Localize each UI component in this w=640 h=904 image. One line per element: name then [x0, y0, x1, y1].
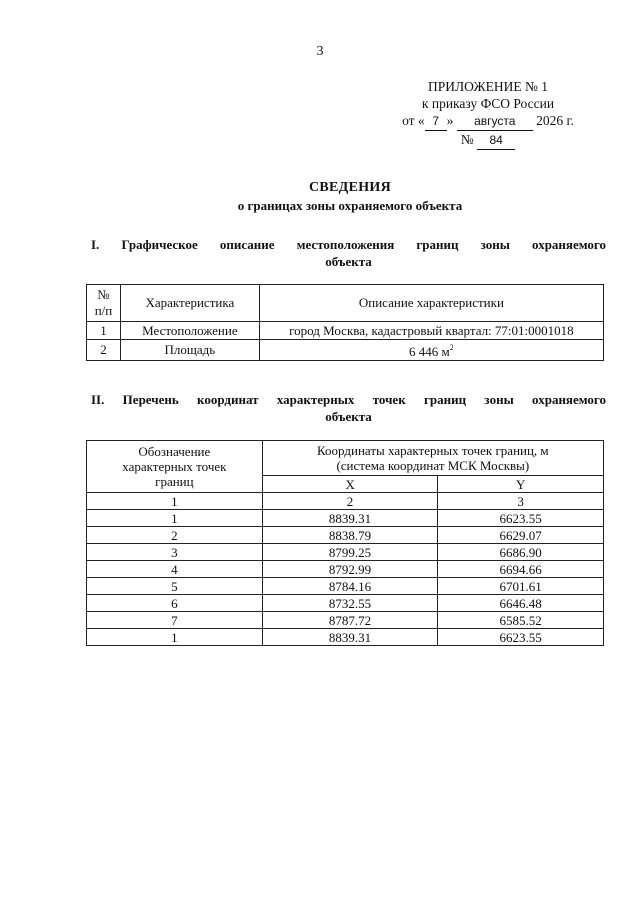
table2-header-row	[87, 441, 604, 476]
x-coordinate: 8799.25	[262, 544, 438, 561]
y-coordinate: 6686.90	[438, 544, 604, 561]
y-coordinate: 6623.55	[438, 510, 604, 527]
characteristic-header: Характеристика	[120, 285, 259, 322]
x-coordinate: 8839.31	[262, 510, 438, 527]
appendix-order: к приказу ФСО России	[421, 96, 555, 111]
point-id: 7	[87, 612, 263, 629]
point-id: 5	[87, 578, 263, 595]
section2-heading	[91, 391, 606, 425]
date-year: 2026 г.	[536, 113, 574, 128]
y-coordinate: 6646.48	[438, 595, 604, 612]
coordinates-header-line2: (система координат МСК Москвы)	[336, 458, 530, 473]
number-prefix: №	[460, 132, 474, 147]
row-description: город Москва, кадастровый квартал: 77:01:0001018	[259, 322, 603, 340]
table1-header-row	[87, 285, 604, 322]
table-row	[87, 595, 604, 612]
coordinates-header-line1: Координаты характерных точек границ, м	[317, 443, 549, 458]
appendix-number	[388, 131, 588, 150]
point-id: 3	[87, 544, 263, 561]
area-value: 6 446 м	[409, 344, 450, 359]
x-coordinate: 8839.31	[262, 629, 438, 646]
table-row	[87, 527, 604, 544]
num-header-line1: №	[97, 287, 110, 302]
point-id: 1	[87, 629, 263, 646]
x-coordinate: 8732.55	[262, 595, 438, 612]
y-coordinate: 6701.61	[438, 578, 604, 595]
row-characteristic: Местоположение	[120, 322, 259, 340]
characteristics-table	[86, 284, 604, 361]
row-description	[259, 340, 603, 361]
point-id: 1	[87, 510, 263, 527]
section2-line2: объекта	[325, 409, 372, 424]
description-header: Описание характеристики	[259, 285, 603, 322]
point-id: 2	[87, 527, 263, 544]
table-row	[87, 578, 604, 595]
section1-line1: I. Графическое описание местоположения границ зоны охраняемого	[91, 237, 606, 252]
section1-heading	[91, 236, 606, 270]
table-row	[87, 629, 604, 646]
appendix-title: ПРИЛОЖЕНИЕ № 1	[427, 79, 549, 94]
area-unit-exponent: 2	[449, 343, 454, 352]
x-coordinate: 8784.16	[262, 578, 438, 595]
y-coordinate: 6694.66	[438, 561, 604, 578]
date-day: 7	[425, 113, 447, 131]
row-num: 1	[87, 322, 121, 340]
designation-header-line2: характерных точек	[122, 459, 227, 474]
num-header-line2: п/п	[94, 303, 113, 318]
x-header: X	[262, 476, 438, 493]
table-row	[87, 561, 604, 578]
document-title: СВЕДЕНИЯ	[308, 180, 392, 195]
row-num: 2	[87, 340, 121, 361]
table-row	[87, 612, 604, 629]
point-id: 6	[87, 595, 263, 612]
column-number: 1	[87, 493, 263, 510]
designation-header-line1: Обозначение	[138, 444, 211, 459]
table-row	[87, 544, 604, 561]
column-number: 2	[262, 493, 438, 510]
designation-header	[87, 441, 263, 493]
coordinates-table	[86, 440, 604, 646]
section1-line2: объекта	[325, 254, 372, 269]
y-coordinate: 6585.52	[438, 612, 604, 629]
num-header	[87, 285, 121, 322]
appendix-date	[388, 112, 588, 131]
x-coordinate: 8838.79	[262, 527, 438, 544]
table2-column-numbers	[87, 493, 604, 510]
row-characteristic: Площадь	[120, 340, 259, 361]
designation-header-line3: границ	[155, 474, 194, 489]
column-number: 3	[438, 493, 604, 510]
point-id: 4	[87, 561, 263, 578]
y-header: Y	[438, 476, 604, 493]
page-number: 3	[316, 44, 324, 59]
table-row	[87, 322, 604, 340]
date-month: августа	[457, 113, 533, 131]
y-coordinate: 6629.07	[438, 527, 604, 544]
order-number: 84	[477, 132, 515, 150]
table-row	[87, 340, 604, 361]
x-coordinate: 8792.99	[262, 561, 438, 578]
table-row	[87, 510, 604, 527]
document-subtitle: о границах зоны охраняемого объекта	[237, 198, 463, 213]
coordinates-header	[262, 441, 603, 476]
date-prefix: от «	[402, 113, 425, 128]
section2-line1: II. Перечень координат характерных точек границ зоны охраняемого	[91, 392, 606, 407]
appendix-block	[388, 78, 588, 150]
x-coordinate: 8787.72	[262, 612, 438, 629]
date-mid: »	[446, 113, 454, 128]
y-coordinate: 6623.55	[438, 629, 604, 646]
